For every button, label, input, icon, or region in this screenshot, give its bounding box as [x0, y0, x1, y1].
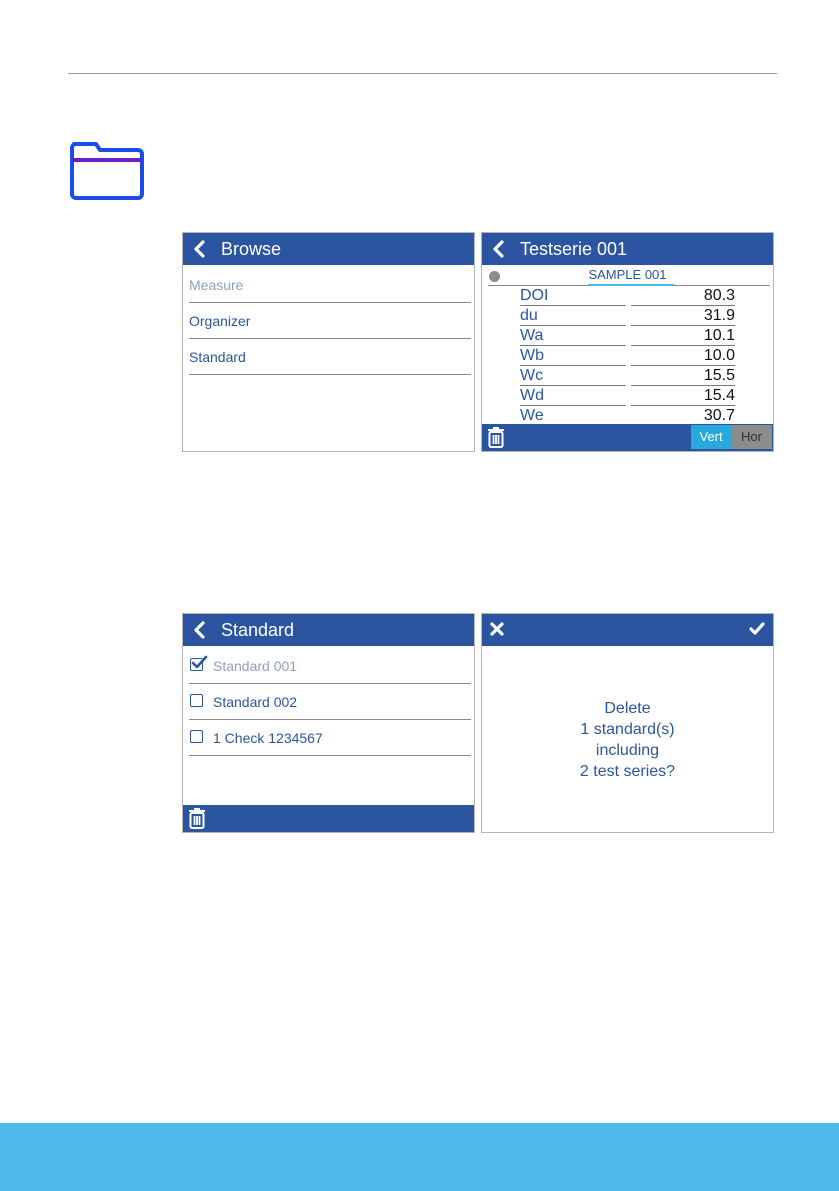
testserie-footer: [482, 424, 773, 451]
browse-screen: [182, 232, 475, 452]
trash-icon[interactable]: [487, 427, 505, 448]
standard-screen: [182, 613, 475, 833]
testserie-screen: [481, 232, 774, 452]
standard-item-label: Standard 001: [213, 658, 298, 674]
measurement-value: 10.0: [631, 347, 735, 366]
measurement-row: [520, 347, 738, 367]
sample-name[interactable]: SAMPLE 001: [588, 267, 667, 282]
back-chevron-icon[interactable]: [192, 621, 206, 639]
testserie-header: [482, 233, 773, 265]
measurement-value: 15.5: [631, 367, 735, 386]
checkbox-icon[interactable]: [190, 730, 203, 743]
measurement-value: 10.1: [631, 327, 735, 346]
standard-footer: [183, 805, 474, 832]
standard-item-label: 1 Check 1234567: [213, 730, 323, 746]
dialog-line: 1 standard(s): [580, 721, 675, 738]
browse-item-label: Standard: [189, 349, 246, 365]
measurement-value: 15.4: [631, 387, 735, 406]
delete-confirm-message: [482, 698, 773, 782]
page-footer-band: [0, 1123, 839, 1191]
standard-item-label: Standard 002: [213, 694, 298, 710]
measurement-name: Wa: [520, 327, 626, 346]
sample-highlight: [588, 284, 674, 286]
checkbox-icon[interactable]: [190, 694, 203, 707]
standard-list-item[interactable]: [189, 684, 471, 720]
dialog-line: Delete: [604, 700, 651, 717]
dialog-header: [482, 614, 773, 646]
back-chevron-icon[interactable]: [491, 240, 505, 258]
standard-list-item[interactable]: [189, 720, 471, 756]
trash-icon[interactable]: [188, 808, 206, 829]
orientation-toggle: [691, 425, 772, 449]
toggle-hor[interactable]: Hor: [731, 425, 772, 449]
folder-icon: [68, 140, 146, 202]
testserie-title: Testserie 001: [520, 239, 628, 259]
browse-item-label: Measure: [189, 277, 244, 293]
measurement-row: [520, 307, 738, 327]
browse-item-organizer[interactable]: [189, 303, 471, 339]
browse-title: Browse: [221, 239, 282, 259]
measurement-name: du: [520, 307, 626, 326]
dialog-line: 2 test series?: [579, 763, 676, 780]
measurement-value: 30.7: [631, 407, 735, 426]
browse-item-measure[interactable]: [189, 267, 471, 303]
measurement-row: [520, 327, 738, 347]
measurement-row: [520, 387, 738, 407]
measurement-value: 31.9: [631, 307, 735, 326]
check-icon[interactable]: [749, 622, 765, 636]
close-icon[interactable]: [490, 622, 504, 636]
dialog-line: including: [595, 742, 660, 759]
standard-header: [183, 614, 474, 646]
measurement-name: DOI: [520, 287, 626, 306]
checkbox-icon[interactable]: [190, 658, 203, 671]
browse-header: [183, 233, 474, 265]
top-rule: [68, 73, 777, 74]
measurement-name: Wd: [520, 387, 626, 406]
toggle-vert[interactable]: Vert: [691, 425, 731, 449]
browse-item-label: Organizer: [189, 313, 251, 329]
measurement-name: Wc: [520, 367, 626, 386]
standard-title: Standard: [221, 620, 295, 640]
browse-item-standard[interactable]: [189, 339, 471, 375]
check-icon: [190, 655, 208, 671]
delete-dialog-screen: [481, 613, 774, 833]
back-chevron-icon[interactable]: [192, 240, 206, 258]
measurement-value: 80.3: [631, 287, 735, 306]
measurement-row: [520, 287, 738, 307]
measurement-name: We: [520, 407, 626, 426]
measurement-name: Wb: [520, 347, 626, 366]
measurement-row: [520, 367, 738, 387]
standard-list-item[interactable]: [189, 648, 471, 684]
